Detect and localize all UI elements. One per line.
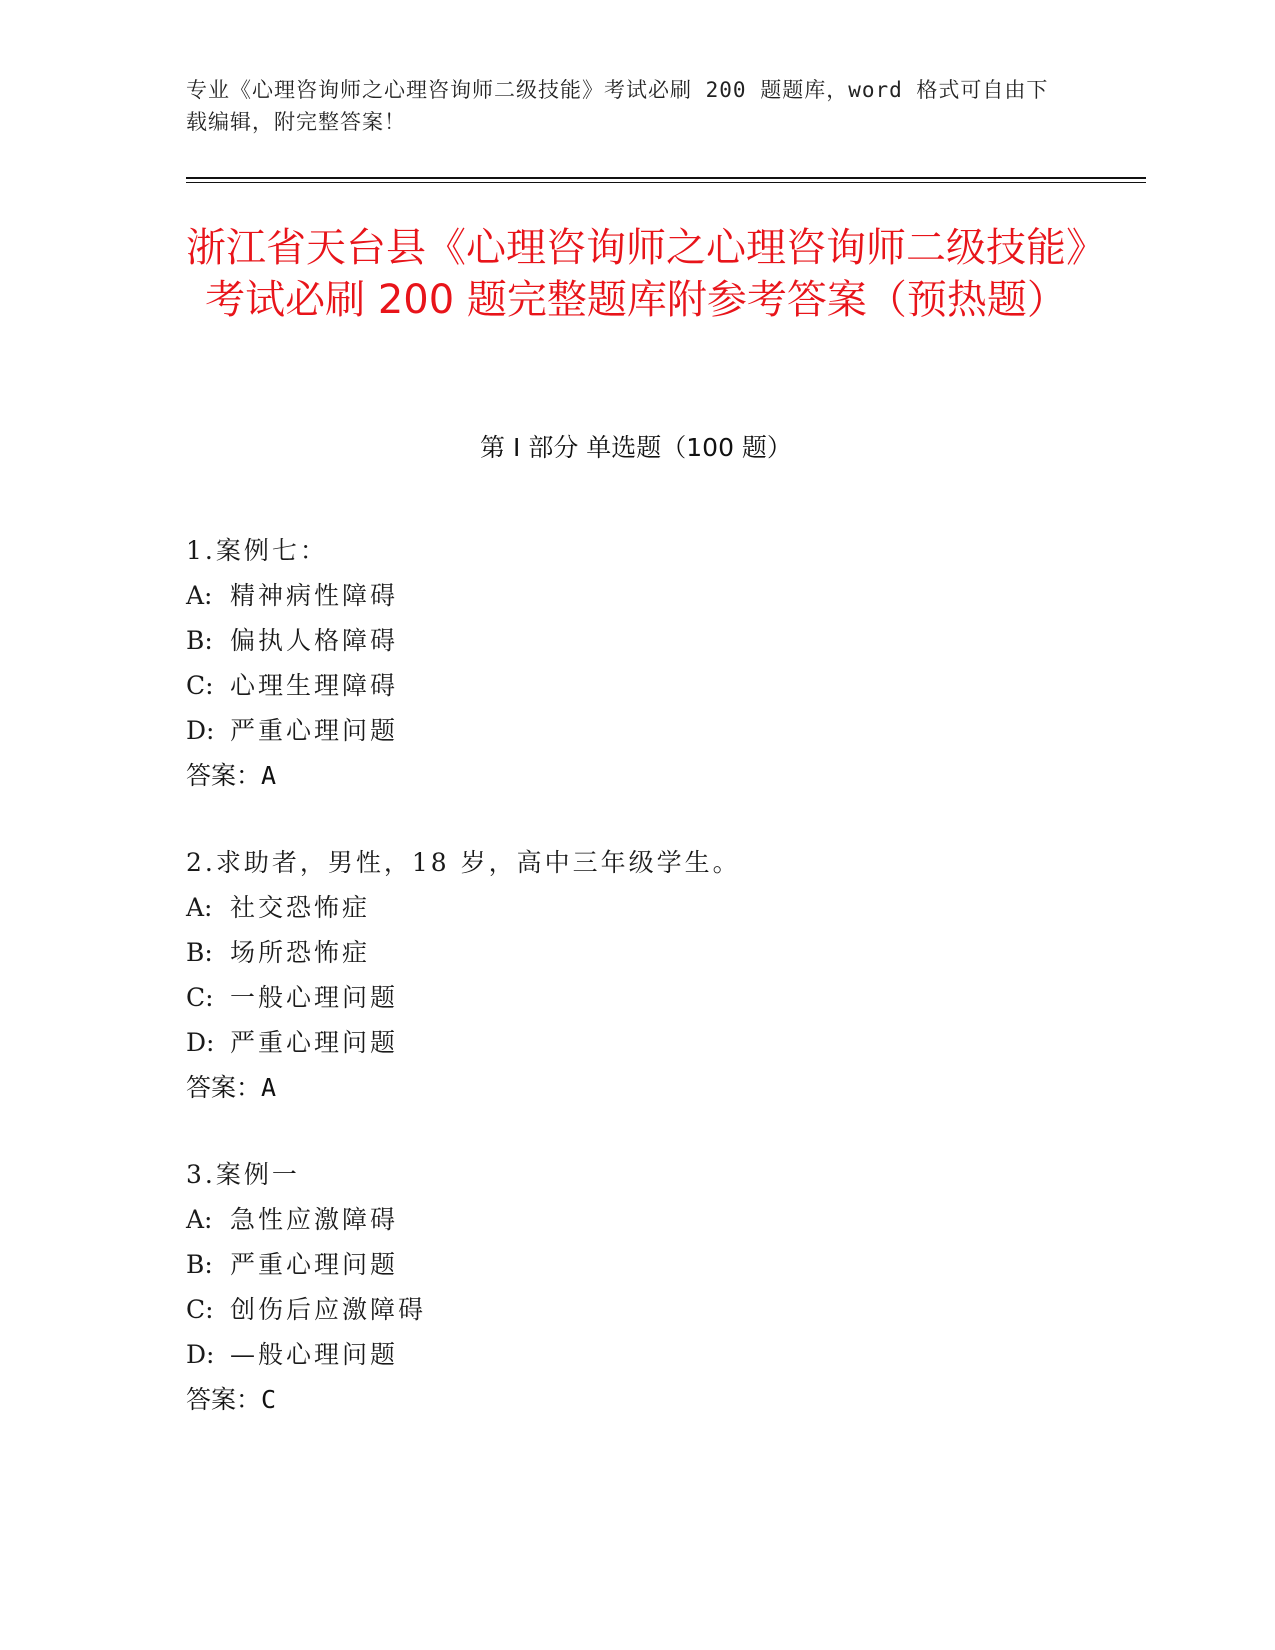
option-letter: C: [186,983,214,1012]
question-stem: 1.案例七： [186,536,328,565]
option-letter: C: [186,1295,214,1324]
header-divider-thick [186,177,1146,179]
document-title: 浙江省天台县《心理咨询师之心理咨询师二级技能》考试必刷 200 题完整题库附参考答案（预热题） [186,225,1086,323]
option-text: 严重心理问题 [230,1028,399,1057]
option-b [186,930,1086,975]
section-heading: 第 I 部分 单选题（100 题） [480,433,792,462]
option-letter: C: [186,671,214,700]
question-item [186,840,1086,1110]
answer-value: C [261,1385,277,1414]
answer-line [186,1065,1086,1110]
option-a [186,885,1086,930]
answer-value: A [261,761,277,790]
option-a [186,1197,1086,1242]
option-text: 社交恐怖症 [230,893,371,922]
option-letter: A: [186,581,213,610]
option-c [186,663,1086,708]
option-d [186,1332,1086,1377]
option-letter: D: [186,716,215,745]
option-text: 创伤后应激障碍 [230,1295,427,1324]
option-letter: D: [186,1340,215,1369]
option-d [186,1020,1086,1065]
answer-label: 答案： [186,761,262,790]
option-b [186,618,1086,663]
option-letter: B: [186,1250,213,1279]
question-item [186,1152,1086,1422]
option-text: 精神病性障碍 [230,581,399,610]
question-stem: 3.案例一 [186,1160,300,1189]
option-d [186,708,1086,753]
option-text: 心理生理障碍 [230,671,399,700]
option-letter: A: [186,893,213,922]
option-letter: D: [186,1028,215,1057]
option-b [186,1242,1086,1287]
answer-label: 答案： [186,1073,262,1102]
option-text: 偏执人格障碍 [230,626,399,655]
option-text: 一般心理问题 [230,983,399,1012]
answer-label: 答案： [186,1385,262,1414]
question-list [186,528,1086,1464]
option-letter: B: [186,938,213,967]
option-text: —般心理问题 [230,1340,399,1369]
option-letter: A: [186,1205,213,1234]
answer-value: A [261,1073,277,1102]
option-c [186,1287,1086,1332]
option-a [186,573,1086,618]
answer-line [186,1377,1086,1422]
option-letter: B: [186,626,213,655]
option-text: 急性应激障碍 [230,1205,399,1234]
header-divider-thin [186,182,1146,183]
question-stem: 2.求助者，男性，18 岁，高中三年级学生。 [186,848,741,877]
question-item [186,528,1086,798]
option-c [186,975,1086,1020]
answer-line [186,753,1086,798]
option-text: 严重心理问题 [230,1250,399,1279]
header-note: 专业《心理咨询师之心理咨询师二级技能》考试必刷 200 题题库，word 格式可自由下载编辑，附完整答案！ [186,78,1049,134]
option-text: 严重心理问题 [230,716,399,745]
option-text: 场所恐怖症 [230,938,371,967]
